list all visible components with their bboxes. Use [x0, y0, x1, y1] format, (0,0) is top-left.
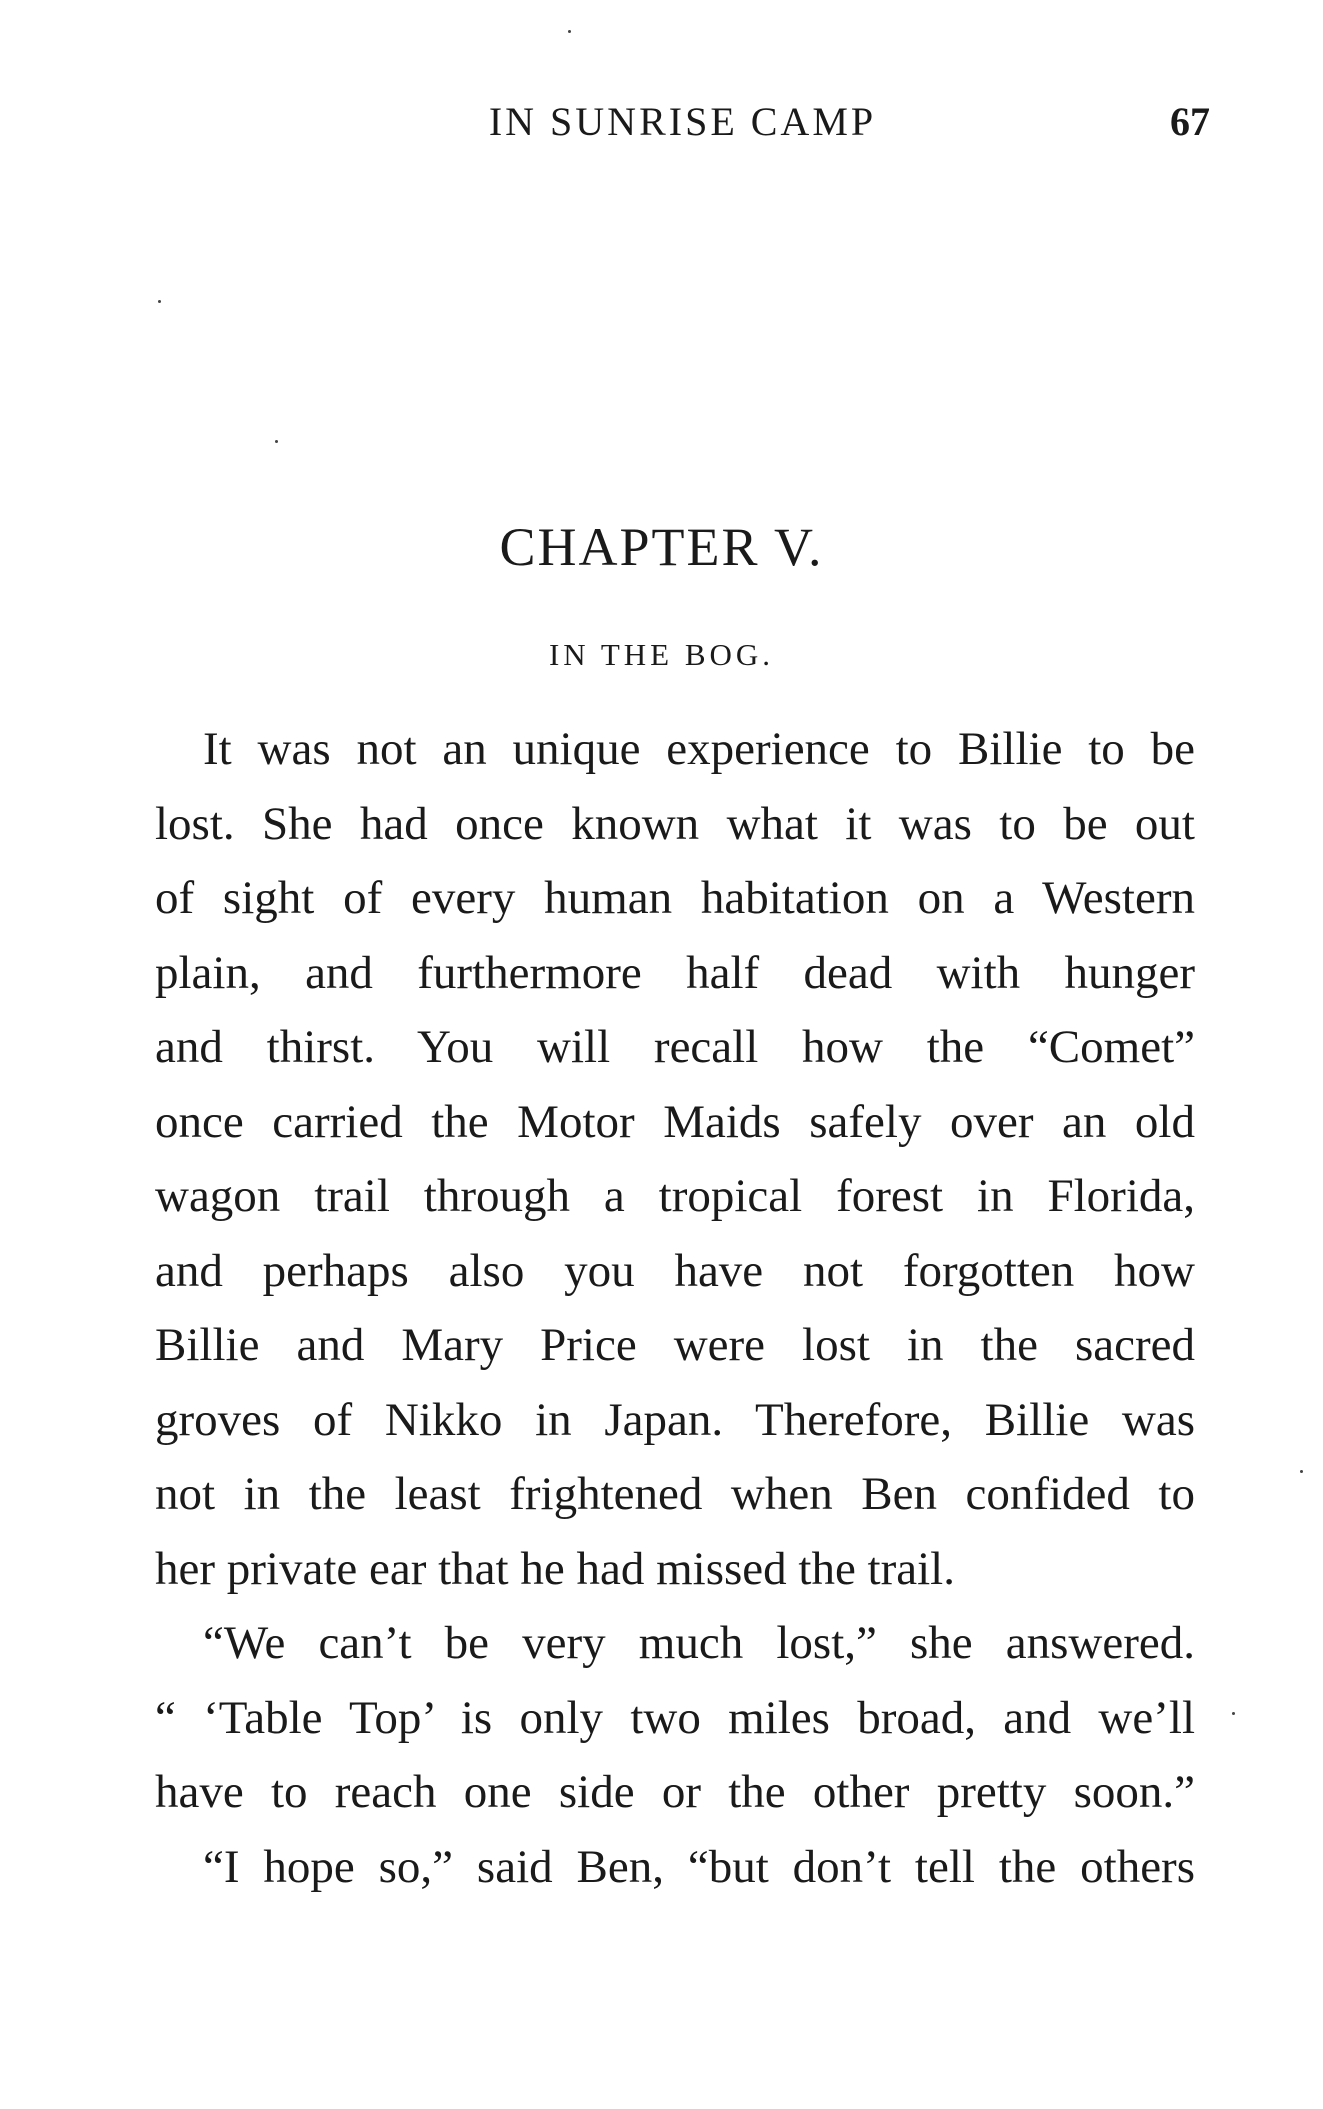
text-line: not in the least frightened when Ben confided to	[155, 1468, 1195, 1520]
text-line: “We can’t be very much lost,” she answered.	[203, 1617, 1195, 1669]
text-line: It was not an unique experience to Billie to be	[203, 723, 1195, 775]
text-line: plain, and furthermore half dead with hunger	[155, 946, 1195, 999]
text-line: have to reach one side or the other pretty soon.”	[155, 1766, 1195, 1818]
text-line: Billie and Mary Price were lost in the sacred	[155, 1319, 1195, 1371]
text-line: her private ear that he had missed the trail.	[155, 1542, 955, 1595]
text-line: groves of Nikko in Japan. Therefore, Billie was	[155, 1393, 1195, 1446]
scan-speck	[1232, 1712, 1235, 1715]
running-head	[155, 92, 1210, 152]
text-line: once carried the Motor Maids safely over an old	[155, 1095, 1195, 1148]
scan-speck	[158, 300, 161, 303]
running-title: IN SUNRISE CAMP	[488, 99, 877, 144]
text-line: “I hope so,” said Ben, “but don’t tell the others	[203, 1840, 1195, 1893]
page-number: 67	[1170, 99, 1210, 144]
chapter-subtitle: IN THE BOG.	[548, 637, 775, 672]
text-line: and perhaps also you have not forgotten how	[155, 1244, 1195, 1297]
body-text	[155, 712, 1195, 1904]
text-line: lost. She had once known what it was to be out	[155, 797, 1195, 850]
text-line: of sight of every human habitation on a Western	[155, 872, 1195, 924]
text-line: and thirst. You will recall how the “Comet”	[155, 1021, 1195, 1073]
scan-speck	[275, 440, 278, 443]
text-line: “ ‘Table Top’ is only two miles broad, and we’ll	[155, 1691, 1195, 1744]
chapter-heading: CHAPTER V.	[499, 517, 824, 577]
scan-speck	[568, 30, 571, 33]
text-line: wagon trail through a tropical forest in Florida,	[155, 1170, 1195, 1222]
scan-speck	[1300, 1470, 1303, 1473]
